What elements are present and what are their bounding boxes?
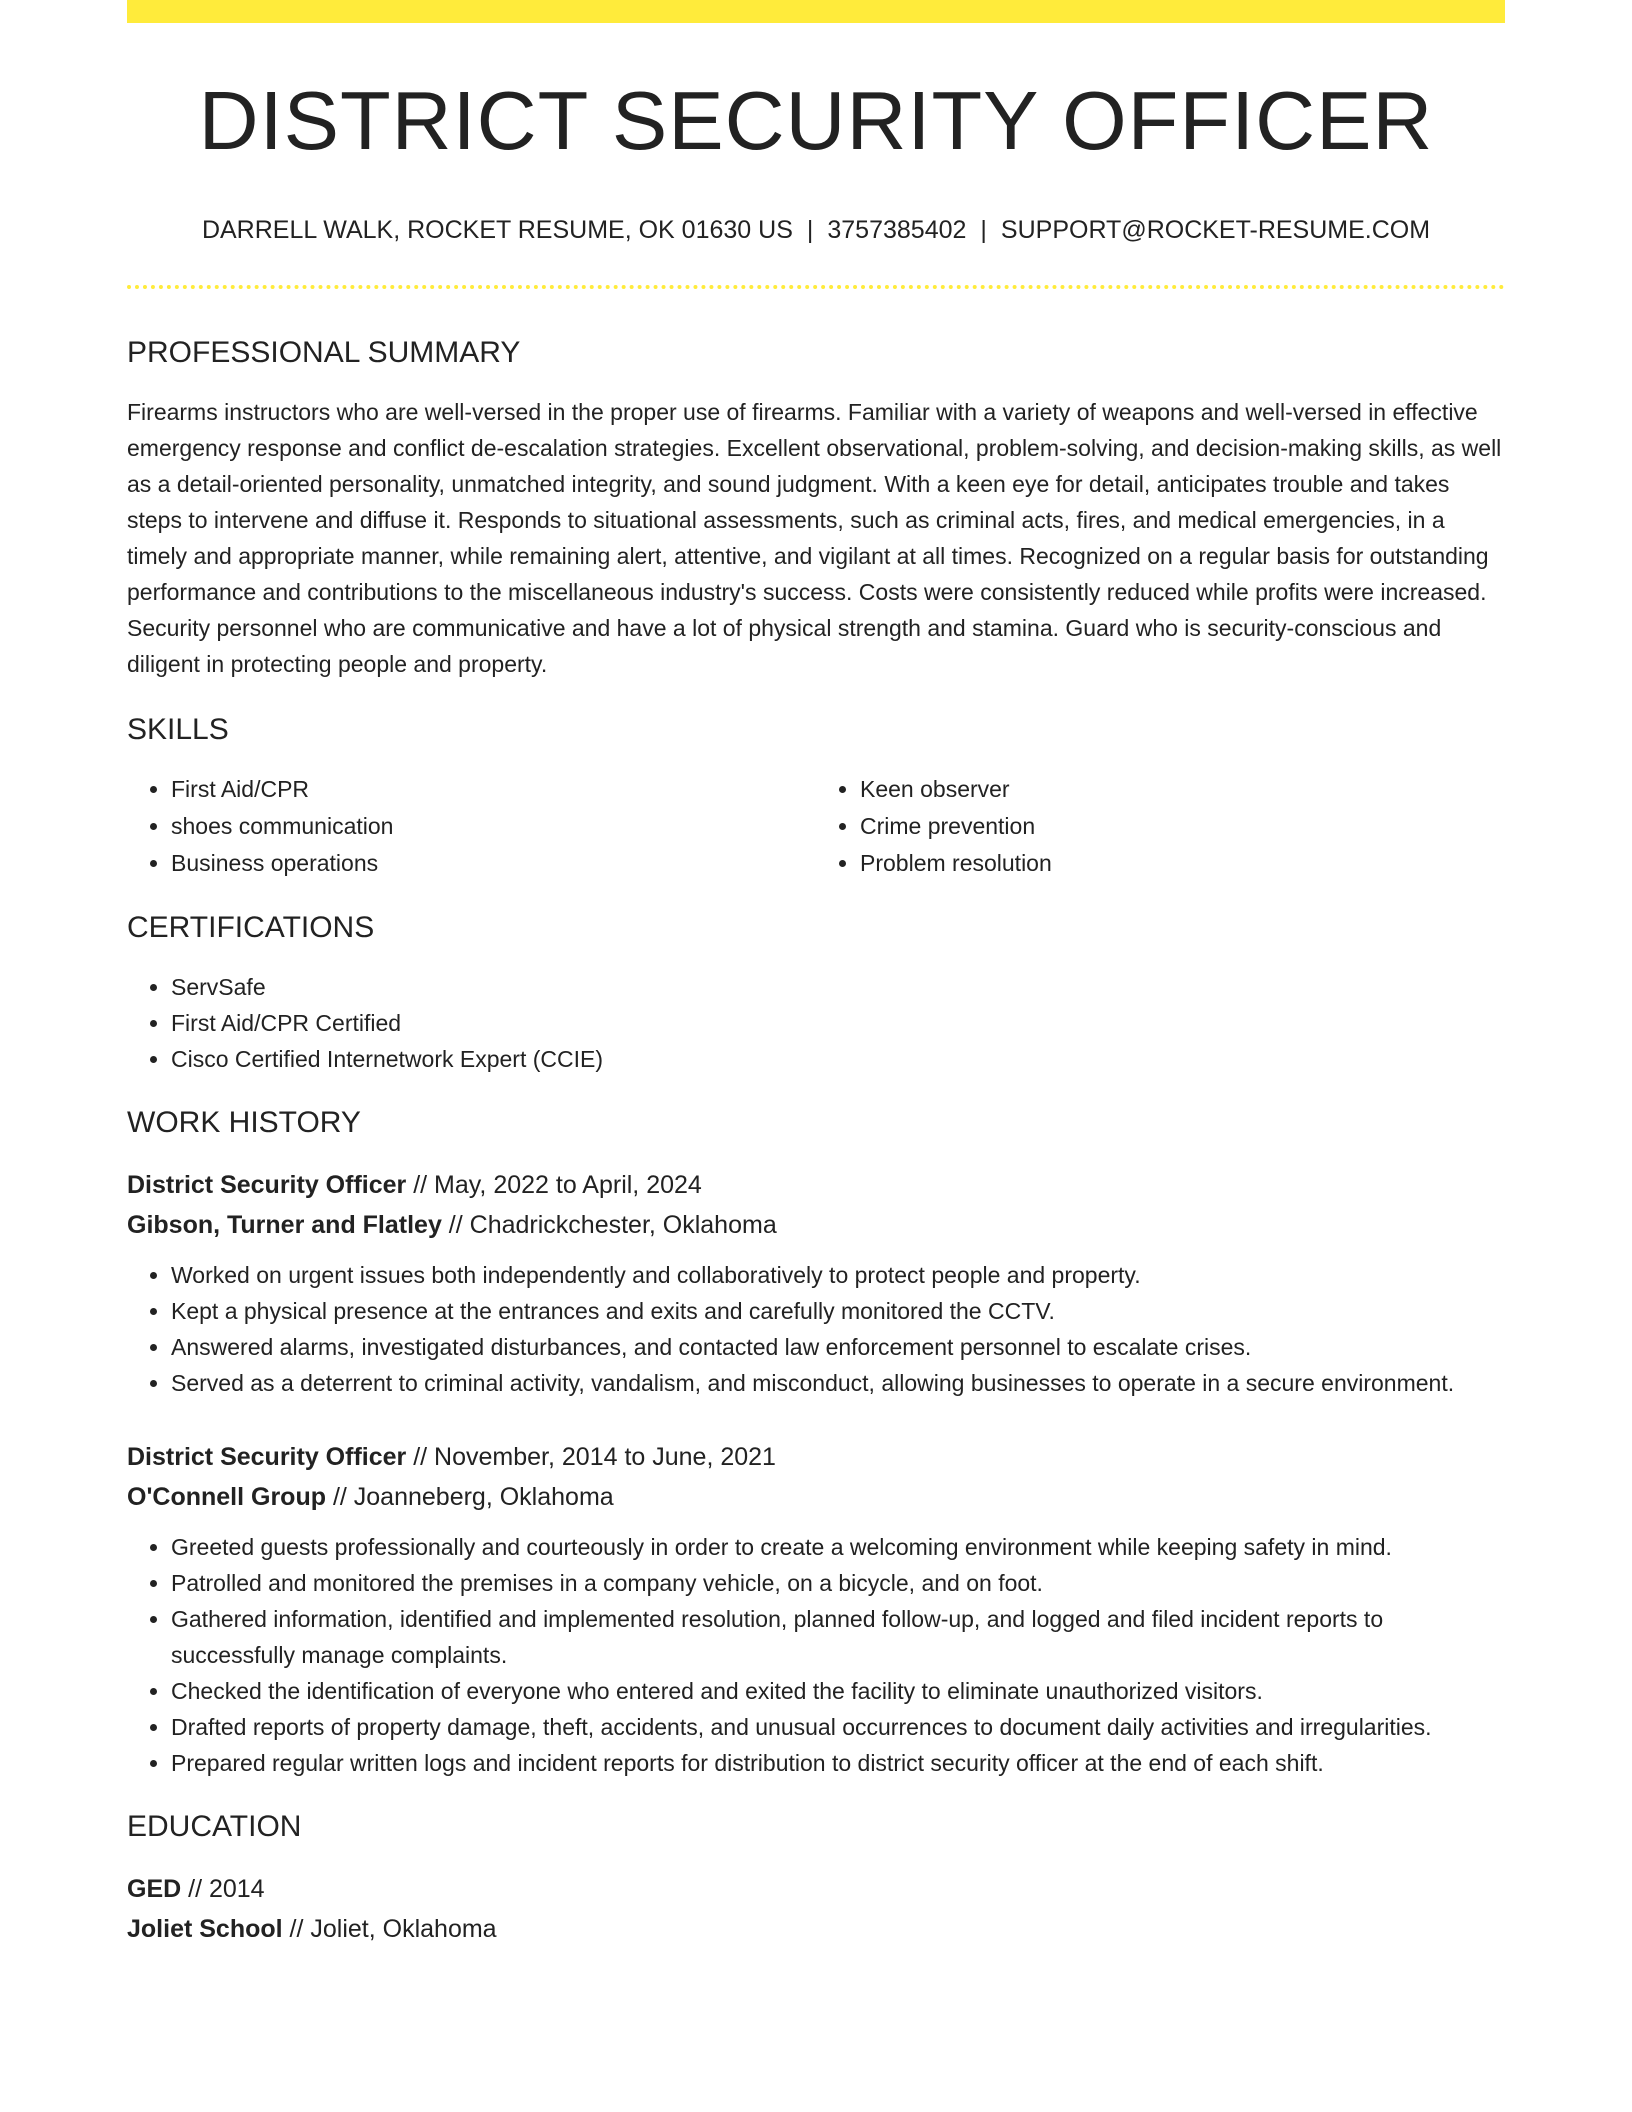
- certification-item: • Cisco Certified Internetwork Expert (CCIE): [171, 1041, 1505, 1077]
- skill-item: • Crime prevention: [860, 808, 1505, 845]
- skill-item: • shoes communication: [171, 808, 816, 845]
- work-history-heading: WORK HISTORY: [127, 1106, 361, 1139]
- skills-list: [127, 771, 1505, 882]
- education-entry: [127, 1869, 1505, 1949]
- contact-separator: |: [980, 216, 987, 244]
- skill-item: • First Aid/CPR: [171, 771, 816, 808]
- certification-item: • ServSafe: [171, 969, 1505, 1005]
- education-year: // 2014: [181, 1875, 265, 1903]
- job-bullet: • Patrolled and monitored the premises in a company vehicle, on a bicycle, and on foot.: [171, 1565, 1505, 1601]
- job-bullet: • Answered alarms, investigated disturbances, and contacted law enforcement personnel to escalate crises.: [171, 1329, 1505, 1365]
- job-bullet: • Served as a deterrent to criminal activity, vandalism, and misconduct, allowing businesses to operate in a secure environment.: [171, 1365, 1505, 1401]
- job-location: // Joanneberg, Oklahoma: [326, 1483, 614, 1511]
- job-dates: // May, 2022 to April, 2024: [406, 1171, 702, 1199]
- job-title: District Security Officer: [127, 1443, 407, 1471]
- dotted-divider: [127, 285, 1505, 289]
- job-bullet: • Kept a physical presence at the entrances and exits and carefully monitored the CCTV.: [171, 1293, 1505, 1329]
- certifications-heading: CERTIFICATIONS: [127, 911, 375, 944]
- skill-item: • Business operations: [171, 845, 816, 882]
- job-title: District Security Officer: [127, 1171, 407, 1199]
- skills-heading: SKILLS: [127, 713, 229, 746]
- skill-item: • Problem resolution: [860, 845, 1505, 882]
- top-accent-bar: [127, 0, 1505, 23]
- skill-item: • Keen observer: [860, 771, 1505, 808]
- job-bullets: [127, 1529, 1505, 1781]
- job-bullet: • Greeted guests professionally and courteously in order to create a welcoming environment while keeping safety in mind.: [171, 1529, 1505, 1565]
- certifications-list: [127, 969, 1505, 1077]
- contact-separator: |: [806, 216, 814, 244]
- contact-address: DARRELL WALK, ROCKET RESUME, OK 01630 US: [201, 216, 793, 244]
- education-degree: GED: [127, 1875, 182, 1903]
- summary-text: Firearms instructors who are well-versed in the proper use of firearms. Familiar with a variety of weapons and well-versed in effective emergency response and conflict de-escalation strategies. Excellent observational, problem-solving, and decision-making skills, as well as a detail-oriented personality, unmatched integrity, and sound judgment. With a keen eye for detail, anticipates trouble and takes steps to intervene and diffuse it. Responds to situational assessments, such as criminal acts, fires, and medical emergencies, in a timely and appropriate manner, while remaining alert, attentive, and vigilant at all times. Recognized on a regular basis for outstanding performance and contributions to the miscellaneous industry's success. Costs were consistently reduced while profits were increased. Security personnel who are communicative and have a lot of physical strength and stamina. Guard who is security-conscious and diligent in protecting people and property.: [127, 399, 1502, 677]
- contact-line: [127, 215, 1505, 245]
- summary-heading: PROFESSIONAL SUMMARY: [127, 336, 521, 369]
- job-title-line: [127, 1165, 1505, 1205]
- job-bullet: • Drafted reports of property damage, theft, accidents, and unusual occurrences to document daily activities and irregularities.: [171, 1709, 1505, 1745]
- job-company: O'Connell Group: [127, 1483, 326, 1511]
- contact-phone: 3757385402: [827, 216, 967, 244]
- job-bullets: [127, 1257, 1505, 1401]
- job-bullet: • Checked the identification of everyone who entered and exited the facility to eliminate unauthorized visitors.: [171, 1673, 1505, 1709]
- job-company: Gibson, Turner and Flatley: [127, 1211, 442, 1239]
- education-school: Joliet School: [127, 1915, 283, 1943]
- job-dates: // November, 2014 to June, 2021: [406, 1443, 776, 1471]
- job-entry: [127, 1165, 1505, 1401]
- contact-email: SUPPORT@ROCKET-RESUME.COM: [1000, 216, 1431, 244]
- education-school-line: [127, 1909, 1505, 1949]
- certification-item: • First Aid/CPR Certified: [171, 1005, 1505, 1041]
- education-location: // Joliet, Oklahoma: [282, 1915, 497, 1943]
- job-location: // Chadrickchester, Oklahoma: [441, 1211, 777, 1239]
- job-company-line: [127, 1477, 1505, 1517]
- education-degree-line: [127, 1869, 1505, 1909]
- resume-title: DISTRICT SECURITY OFFICER: [198, 74, 1434, 167]
- job-bullet: • Prepared regular written logs and incident reports for distribution to district security officer at the end of each shift.: [171, 1745, 1505, 1781]
- education-heading: EDUCATION: [127, 1810, 302, 1843]
- job-bullet: • Gathered information, identified and implemented resolution, planned follow-up, and logged and filed incident reports to successfully manage complaints.: [171, 1601, 1505, 1673]
- job-bullet: • Worked on urgent issues both independently and collaboratively to protect people and property.: [171, 1257, 1505, 1293]
- job-entry: [127, 1437, 1505, 1781]
- job-company-line: [127, 1205, 1505, 1245]
- job-title-line: [127, 1437, 1505, 1477]
- resume-page: [127, 0, 1505, 1949]
